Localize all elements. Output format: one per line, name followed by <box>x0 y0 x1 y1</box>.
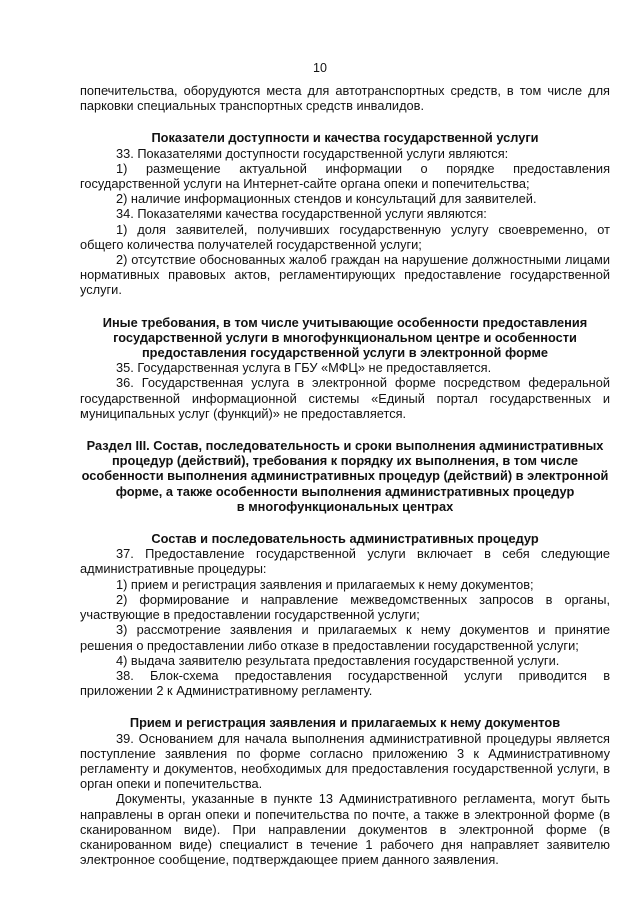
document-body <box>80 83 610 867</box>
paragraph: Документы, указанные в пункте 13 Административного регламента, могут быть направлены в орган опеки и попечительства по почте, а также в электронной форме (в сканированном виде). При направлении документов в электронной форме (в сканированном виде) специалист в течение 1 рабочего дня направляет заявителю электронное сообщение, подтверждающее прием данного заявления. <box>80 791 610 868</box>
paragraph: 1) прием и регистрация заявления и прилагаемых к нему документов; <box>116 576 534 592</box>
heading-line: Раздел III. Состав, последовательность и сроки выполнения административных <box>86 438 604 454</box>
paragraph: 4) выдача заявителю результата предоставления государственной услуги. <box>116 652 560 668</box>
section-spacer <box>80 113 610 130</box>
paragraph: 1) доля заявителей, получивших государственную услугу своевременно, от общего количества получателей государственной услуги; <box>80 221 610 252</box>
heading-line: Состав и последовательность административных процедур <box>151 531 539 547</box>
section-spacer <box>80 298 610 315</box>
section-spacer <box>80 421 610 438</box>
heading-line: государственной услуги в многофункциональном центре и особенности <box>113 329 577 345</box>
section-heading <box>80 130 610 145</box>
paragraph: 2) формирование и направление межведомственных запросов в органы, участвующие в предоставлении государственной услуги; <box>80 591 610 623</box>
heading-line: Иные требования, в том числе учитывающие особенности предоставления <box>102 314 588 330</box>
paragraph: 36. Государственная услуга в электронной форме посредством федеральной государственной информационной системы «Единый портал государственных и муниципальных услуг (функций)» не предоставляется. <box>80 375 610 421</box>
section-heading <box>80 715 610 730</box>
heading-line: процедур (действий), требования к порядку их выполнения, в том числе <box>111 453 579 469</box>
page-number: 10 <box>313 61 327 75</box>
paragraph: 33. Показателями доступности государственной услуги являются: <box>116 145 509 161</box>
heading-line: особенности выполнения административных процедур (действий) в электронной <box>81 468 609 484</box>
heading-line: предоставления государственной услуги в электронной форме <box>141 345 549 361</box>
paragraph: 2) наличие информационных стендов и консультаций для заявителей. <box>116 191 537 207</box>
paragraph: 3) рассмотрение заявления и прилагаемых к нему документов и принятие решения о предоставлении либо отказе в предоставлении государственной услуги; <box>80 622 610 653</box>
heading-line: в многофункциональных центрах <box>236 498 454 514</box>
section-spacer <box>80 698 610 715</box>
section-spacer <box>80 514 610 531</box>
paragraph: 39. Основанием для начала выполнения административной процедуры является поступление заявления по форме согласно приложению 3 к Административному регламенту и документов, необходимых для предоставления государственной услуги, в орган опеки и попечительства. <box>80 730 610 792</box>
paragraph: 34. Показателями качества государственной услуги являются: <box>116 206 487 222</box>
section-heading <box>80 438 610 514</box>
paragraph: 37. Предоставление государственной услуги включает в себя следующие административные процедуры: <box>80 546 610 577</box>
heading-line: Показатели доступности и качества государственной услуги <box>151 130 539 146</box>
paragraph: попечительства, оборудуются места для автотранспортных средств, в том числе для парковки специальных транспортных средств инвалидов. <box>80 83 610 114</box>
paragraph: 1) размещение актуальной информации о порядке предоставления государственной услуги на Интернет-сайте органа опеки и попечительства; <box>80 160 610 192</box>
heading-line: форме, а также особенности выполнения административных процедур <box>115 483 575 499</box>
heading-line: Прием и регистрация заявления и прилагаемых к нему документов <box>129 715 561 731</box>
paragraph: 2) отсутствие обоснованных жалоб граждан на нарушение должностными лицами нормативных правовых актов, регламентирующих предоставление государственной услуги. <box>80 252 610 298</box>
section-heading <box>80 531 610 546</box>
paragraph: 35. Государственная услуга в ГБУ «МФЦ» не предоставляется. <box>116 360 492 376</box>
section-heading <box>80 315 610 361</box>
paragraph: 38. Блок-схема предоставления государственной услуги приводится в приложении 2 к Административному регламенту. <box>80 667 610 699</box>
